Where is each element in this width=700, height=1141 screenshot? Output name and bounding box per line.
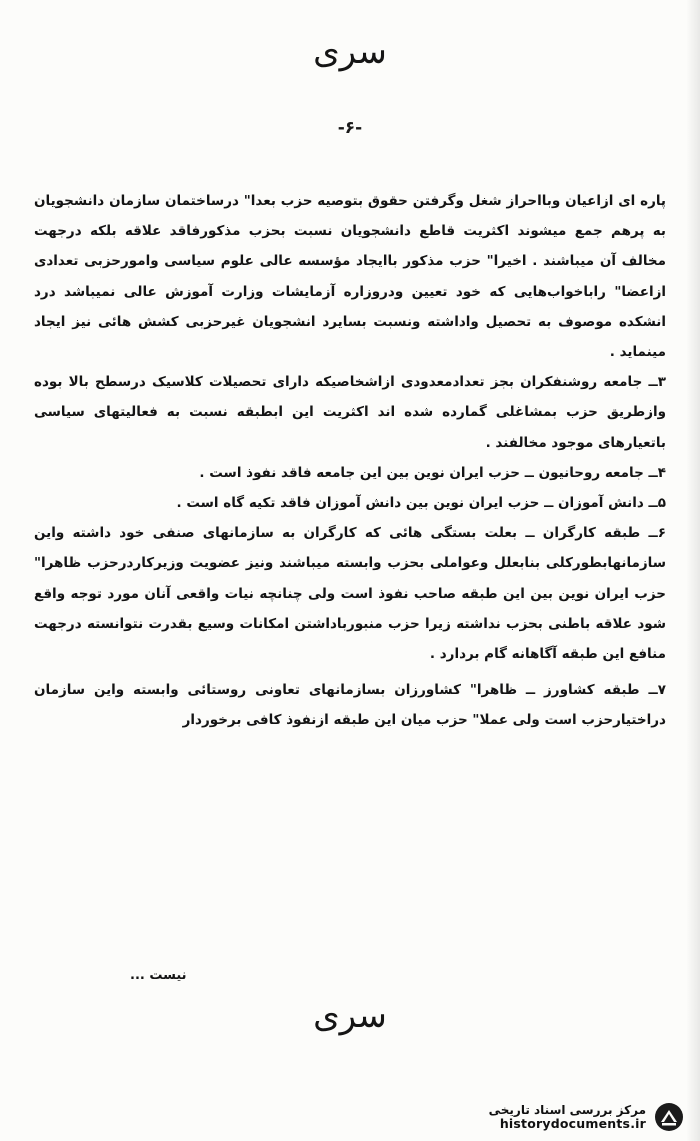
paragraph-item-7: ۷ــ طبقه کشاورز ــ ظاهرا" کشاورزان بسازمانهای تعاونی روستائی وابسته واین سازمان دراختیارحزب است ولی عملا" حزب میان این طبقه ازنفوذ کافی برخوردار bbox=[34, 682, 666, 729]
watermark-text bbox=[489, 1104, 646, 1131]
paragraph-intro: پاره ای ازاعیان وبااحراز شغل وگرفتن حقوق بتوصیه حزب بعدا" درساختمان سازمان دانشجویان به پرهم جمع میشوند اکثریت قاطع دانشجویان نسبت بحزب مذکورفاقد علاقه بلکه درجهت مخالف آن میباشند . اخیرا" حزب مذکور باایجاد مؤسسه عالی علوم سیاسی وامورحزبی تعدادی ازاعضا" راباخواب‌هایی که خود تعیین ودروزاره آزمایشات وزارت آموزش عالی نمیباشد درد انشکده موصوف به تحصیل واداشته ونسبت بسایرد انشجویان غیرحزبی کشش هائی نیز ایجاد مینماید . bbox=[34, 193, 666, 361]
document-body bbox=[34, 186, 666, 736]
continuation-note: نیست ... bbox=[130, 968, 187, 983]
page-number: -۶- bbox=[337, 118, 363, 138]
paragraph-item-3: ۳ــ جامعه روشنفکران بجز تعدادمعدودی ازاشخاصیکه دارای تحصیلات کلاسیک درسطح بالا بوده وازطریق حزب بمشاغلی گمارده شده اند اکثریت این ابطبقه نسبت به فعالیتهای سیاسی باتعیارهای موجود مخالفند . bbox=[34, 374, 666, 451]
watermark-title: مرکز بررسی اسناد تاریخی bbox=[488, 1102, 646, 1117]
watermark-url[interactable]: historydocuments.ir bbox=[499, 1115, 646, 1131]
paragraph-item-5: ۵ــ دانش آموزان ــ حزب ایران نوین بین دانش آموزان فاقد تکیه گاه است . bbox=[176, 495, 666, 512]
classification-footer: سری bbox=[313, 996, 387, 1036]
paragraph-item-4: ۴ــ جامعه روحانیون ــ حزب ایران نوین بین این جامعه فاقد نفوذ است . bbox=[199, 464, 666, 481]
paragraph-item-6: ۶ــ طبقه کارگران ــ بعلت بستگی هائی که کارگران به سازمانهای صنفی خود داشته واین سازمانهابطورکلی بنابعلل وعواملی بحزب وابسته میباشند ونیز عضویت وزیرکاردرحزب ظاهرا" حزب ایران نوین بین این طبقه صاحب نفوذ است ولی چنانچه نیات واقعی آنان مورد توجه واقع شود علاقه باطنی بحزب نداشته زیرا حزب منبورباداشتن امکانات وسیع بقدرت نتوانسته درجهت منافع این طبقه آگاهانه گام بردارد . bbox=[34, 525, 666, 663]
classification-header: سری bbox=[313, 32, 387, 72]
watermark[interactable] bbox=[489, 1100, 684, 1134]
page-edge-shadow bbox=[686, 0, 700, 1141]
archive-logo-icon bbox=[654, 1102, 684, 1132]
